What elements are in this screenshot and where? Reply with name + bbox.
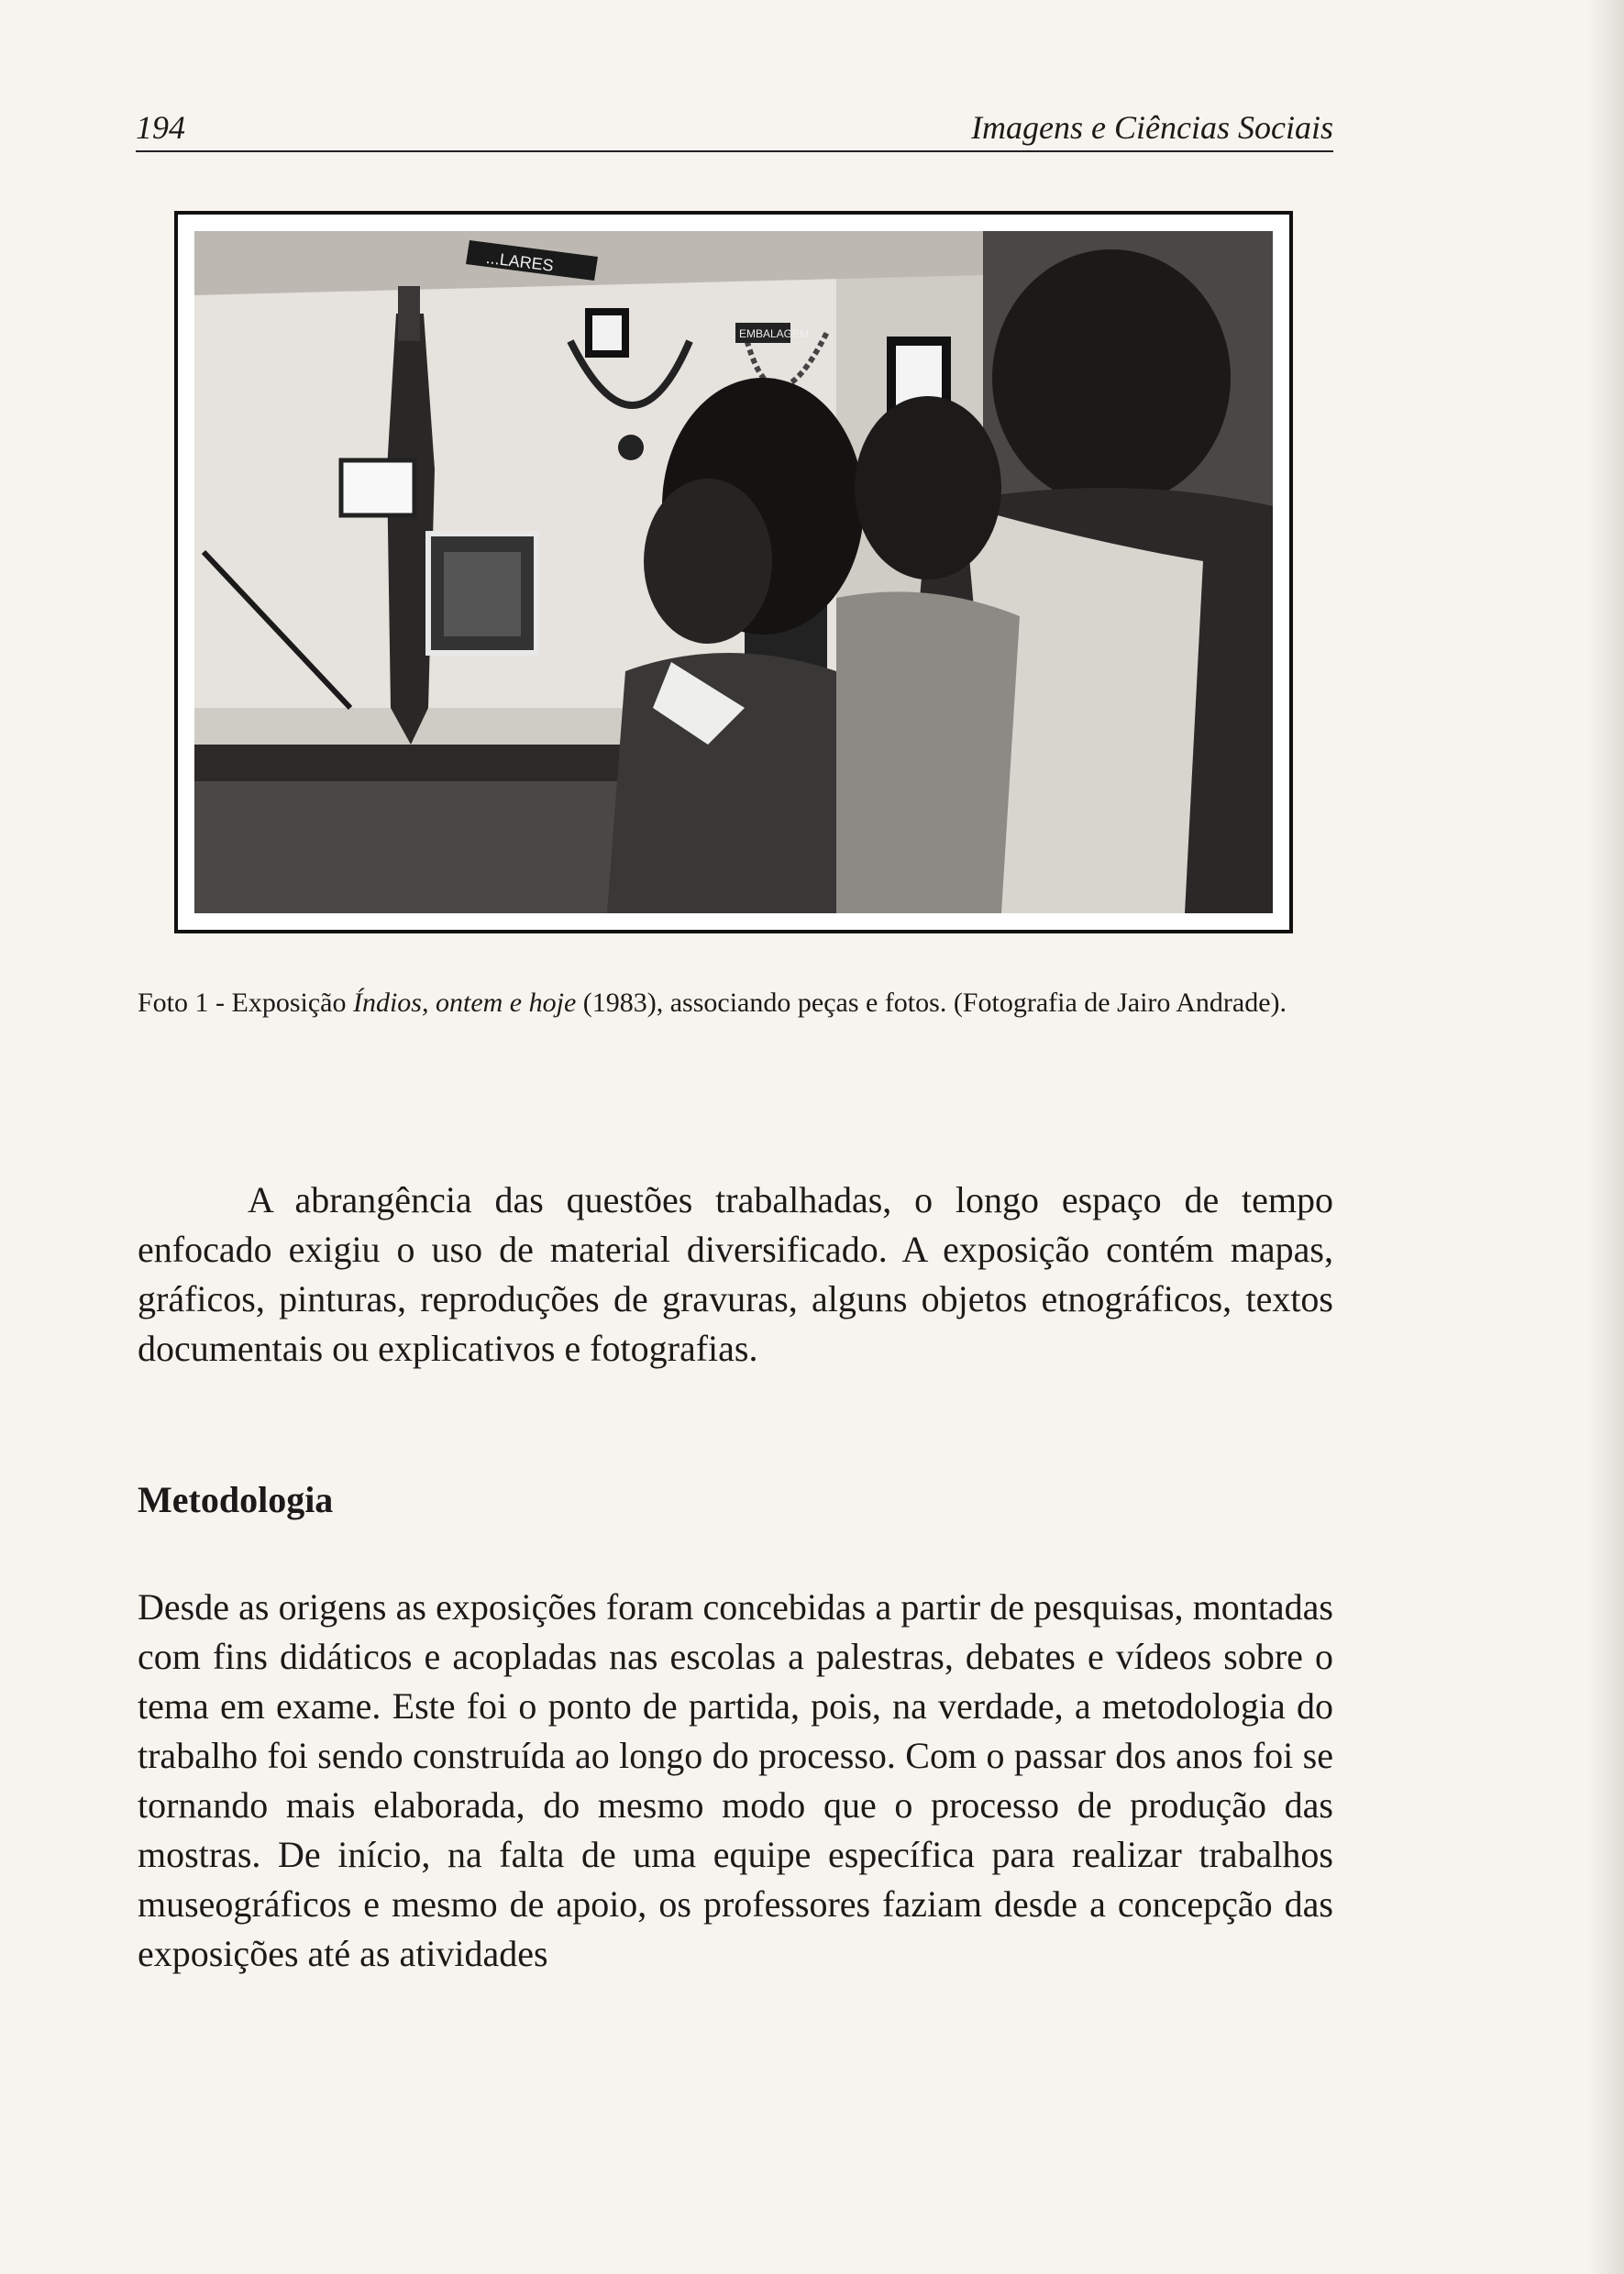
paragraph-materials: A abrangência das questões trabalhadas, o longo espaço de tempo enfocado exigiu o uso de material diversificado. A exposição contém mapas, gráficos, pinturas, reproduções de gravuras, alguns objetos etnográficos, textos documentais ou explicativos e fotografias. (138, 1179, 1333, 1369)
paragraph-methodology: Desde as origens as exposições foram concebidas a partir de pesquisas, montadas com fins didáticos e acopladas nas escolas a palestras, debates e vídeos sobre o tema em exame. Este foi o ponto de partida, pois, na verdade, a metodologia do trabalho foi sendo construída ao longo do processo. Com o passar dos anos foi se tornando mais elaborada, do mesmo modo que o processo de produção das mostras. De início, na falta de uma equipe específica para realizar trabalhos museográficos e mesmo de apoio, os professores faziam desde a concepção das exposições até as atividades (138, 1586, 1333, 1974)
exhibition-photo (194, 231, 1273, 913)
section-heading-metodologia: Metodologia (138, 1479, 334, 1520)
photo-frame (174, 211, 1293, 933)
photo-sign-text: ...LARES (484, 248, 555, 275)
photo-plaque-text: EMBALAGEM (739, 327, 810, 340)
page-edge-shadow (1587, 0, 1624, 2274)
photo-caption (138, 983, 1333, 1023)
page-number: 194 (136, 109, 185, 146)
caption-prefix: Foto 1 - Exposição (138, 988, 353, 1018)
caption-suffix: (1983), associando peças e fotos. (Fotografia de Jairo Andrade). (576, 988, 1287, 1018)
caption-exhibition-title: Índios, ontem e hoje (352, 988, 577, 1018)
running-title: Imagens e Ciências Sociais (971, 109, 1333, 146)
page-header (136, 103, 1333, 152)
exhibition-photo-drawing (194, 231, 1273, 913)
